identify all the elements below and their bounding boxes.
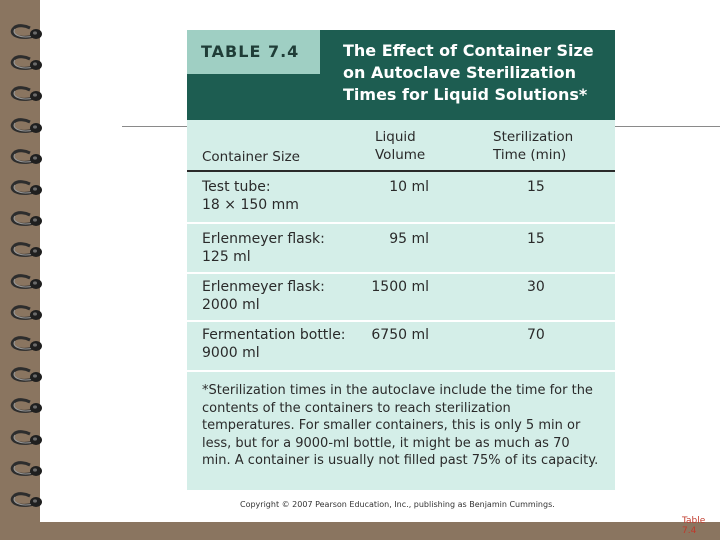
spiral-binding-ring-icon [0,84,66,104]
container-name: Test tube: [202,179,271,195]
column-header-container-size: Container Size [202,149,300,165]
time-cell: 15 [527,179,545,195]
spiral-binding-ring-icon [0,396,66,416]
table-footnote: *Sterilization times in the autoclave include the time for the contents of the containers to reach sterilization temperatures. For smaller containers, this is only 5 min or less, but for a 9000-ml bottle, it might be as much as 70 min. A container is usually not filled past 75% of its capacity. [202,383,599,468]
volume-cell: 1500 ml [371,279,429,295]
spiral-binding-ring-icon [0,428,66,448]
decorative-rule-left [122,126,188,127]
time-cell: 70 [527,327,545,343]
time-cell: 30 [527,279,545,295]
table-number-tag: TABLE 7.4 [187,30,320,74]
container-detail: 9000 ml [202,345,260,361]
volume-cell: 10 ml [389,179,429,195]
table-row [187,226,615,274]
container-cell [202,178,362,214]
spiral-binding-ring-icon [0,303,66,323]
copyright-notice: Copyright © 2007 Pearson Education, Inc., publishing as Benjamin Cummings. [240,500,555,509]
table-row [187,174,615,222]
container-cell [202,326,362,362]
container-detail: 2000 ml [202,297,260,313]
volume-cell: 95 ml [389,231,429,247]
slide-page [40,0,720,536]
row-divider [187,222,615,224]
container-cell [202,278,362,314]
time-cell: 15 [527,231,545,247]
container-cell [202,230,362,266]
spiral-binding-ring-icon [0,53,66,73]
container-name: Fermentation bottle: [202,327,346,343]
spiral-binding [40,22,110,522]
container-name: Erlenmeyer flask: [202,279,325,295]
table-row [187,274,615,322]
container-detail: 125 ml [202,249,251,265]
column-header-sterilization-time: Sterilization Time (min) [493,129,574,163]
spiral-binding-ring-icon [0,459,66,479]
table-title: The Effect of Container Size on Autoclave Sterilization Times for Liquid Solutions* [343,41,594,104]
decorative-rule-right [615,126,720,127]
spiral-binding-ring-icon [0,365,66,385]
spiral-binding-ring-icon [0,116,66,136]
table-header-band [187,30,615,120]
volume-cell: 6750 ml [371,327,429,343]
spiral-binding-ring-icon [0,334,66,354]
table-figure [187,30,615,490]
spiral-binding-ring-icon [0,240,66,260]
spiral-binding-ring-icon [0,209,66,229]
row-divider [187,370,615,372]
column-header-liquid-volume: Liquid Volume [375,129,426,163]
container-name: Erlenmeyer flask: [202,231,325,247]
spiral-binding-ring-icon [0,22,66,42]
spiral-binding-ring-icon [0,490,66,510]
spiral-binding-ring-icon [0,178,66,198]
header-divider [187,170,615,172]
container-detail: 18 × 150 mm [202,197,299,213]
slide-caption: Table 7.4 [682,516,706,536]
spiral-binding-ring-icon [0,272,66,292]
table-row [187,322,615,370]
spiral-binding-ring-icon [0,147,66,167]
